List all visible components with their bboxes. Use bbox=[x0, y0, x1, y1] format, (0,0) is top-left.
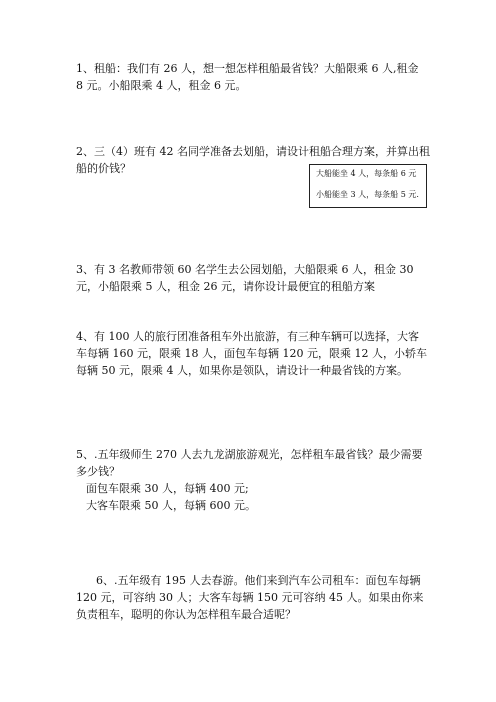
boat-info-box bbox=[309, 164, 427, 208]
question-5 bbox=[76, 446, 428, 514]
question-3-text: 3、有 3 名教师带领 60 名学生去公园划船，大船限乘 6 人，租金 30 元，小船限乘 5 人，租金 26 元，请你设计最便宜的租船方案 bbox=[76, 263, 414, 293]
boat-info-line: 小船能坐 3 人，每条船 5 元. bbox=[316, 190, 419, 199]
boat-info-line: 大船能坐 4 人，每条船 6 元 bbox=[316, 169, 417, 178]
question-5-option: 面包车限乘 30 人，每辆 400 元; bbox=[86, 482, 249, 495]
question-6 bbox=[76, 572, 428, 623]
question-5-option: 大客车限乘 50 人，每辆 600 元。 bbox=[86, 499, 256, 512]
question-6-text: 6、.五年级有 195 人去春游。他们来到汽车公司租车：面包车每辆 120 元，可容纳 30 人；大客车每辆 150 元可容纳 45 人。如果由你来负责租车，聪明的你认为怎样租车最合适呢？ bbox=[76, 574, 424, 621]
question-1-text: 1、租船：我们有 26 人，想一想怎样租船最省钱？大船限乘 6 人,租金 8 元。小船限乘 4 人，租金 6 元。 bbox=[76, 62, 419, 92]
question-3 bbox=[76, 261, 428, 295]
question-5-text: 5、.五年级师生 270 人去九龙湖旅游观光，怎样租车最省钱？最少需要多少钱？ bbox=[76, 448, 423, 478]
question-2-text: 2、三（4）班有 42 名同学准备去划船，请设计租船合理方案，并算出租船的价钱？ bbox=[76, 145, 430, 175]
question-1 bbox=[76, 60, 428, 94]
question-4-text: 4、有 100 人的旅行团准备租车外出旅游，有三种车辆可以选择，大客车每辆 160 元，限乘 18 人，面包车每辆 120 元，限乘 12 人，小轿车每辆 50 元，限乘 4 人，如果你是领队，请设计一种最省钱的方案。 bbox=[76, 330, 427, 377]
question-4 bbox=[76, 328, 428, 379]
